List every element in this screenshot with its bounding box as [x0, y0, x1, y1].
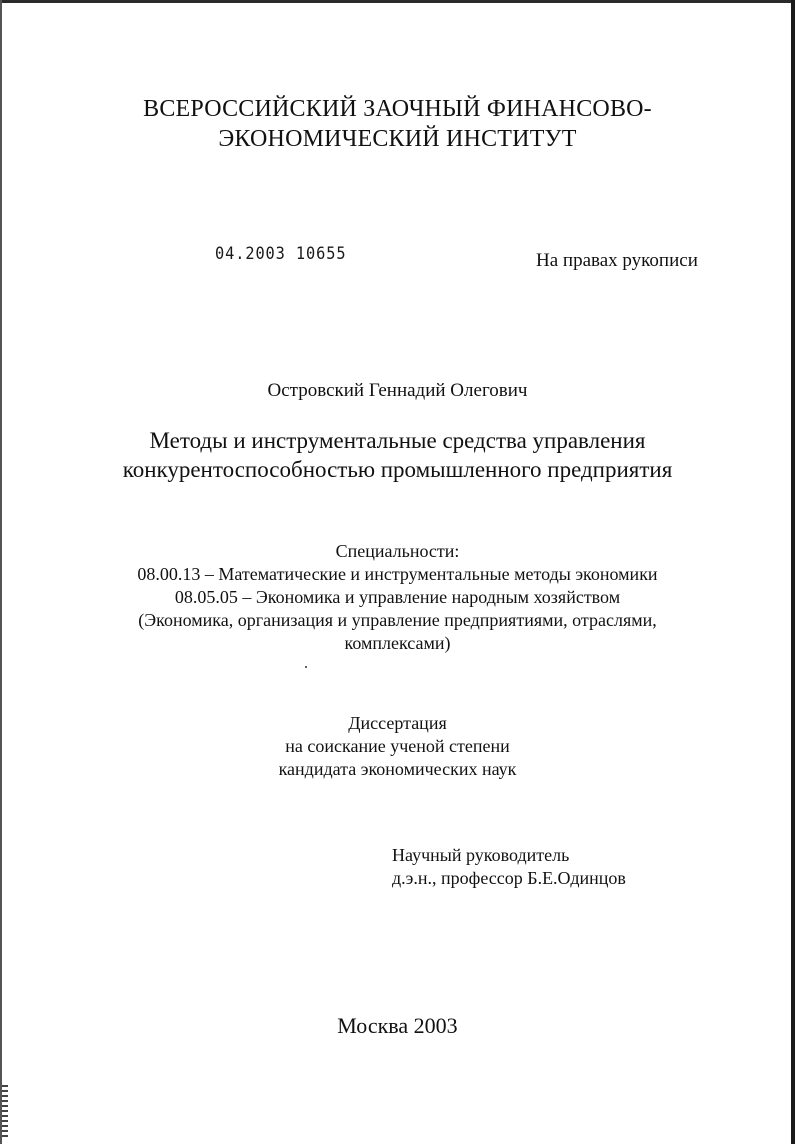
thesis-line-1: Диссертация	[348, 713, 447, 733]
registration-stamp: 04.2003 10655	[215, 244, 347, 264]
supervisor-line-2: д.э.н., профессор Б.Е.Одинцов	[392, 868, 626, 888]
specialty-line-4: комплексами)	[344, 633, 451, 653]
thesis-degree-block	[0, 712, 795, 781]
scan-dot	[305, 666, 307, 668]
supervisor-line-1: Научный руководитель	[392, 845, 570, 865]
dissertation-title	[0, 426, 795, 484]
title-line-2: конкурентоспособностью промышленного предприятия	[122, 457, 673, 482]
specialty-line-3: (Экономика, организация и управление предприятиями, отраслями,	[138, 610, 657, 630]
author-name: Островский Геннадий Олегович	[267, 380, 528, 401]
institute-line-2: ЭКОНОМИЧЕСКИЙ ИНСТИТУТ	[218, 126, 577, 152]
institute-name	[0, 94, 795, 154]
specialties-heading: Специальности:	[335, 541, 460, 561]
specialties-block	[0, 540, 795, 655]
title-line-1: Методы и инструментальные средства управления	[149, 428, 646, 453]
specialty-line-2: 08.05.05 – Экономика и управление народным хозяйством	[174, 587, 621, 607]
manuscript-rights-note: На правах рукописи	[536, 250, 698, 271]
scan-edge-top	[0, 0, 795, 3]
city-year: Москва 2003	[337, 1013, 458, 1038]
institute-line-1: ВСЕРОССИЙСКИЙ ЗАОЧНЫЙ ФИНАНСОВО-	[143, 96, 652, 122]
thesis-line-2: на соискание ученой степени	[285, 736, 510, 756]
supervisor-block	[392, 844, 626, 890]
scan-artifact	[2, 1085, 8, 1140]
specialty-line-1: 08.00.13 – Математические и инструментальные методы экономики	[137, 564, 658, 584]
thesis-line-3: кандидата экономических наук	[278, 759, 517, 779]
